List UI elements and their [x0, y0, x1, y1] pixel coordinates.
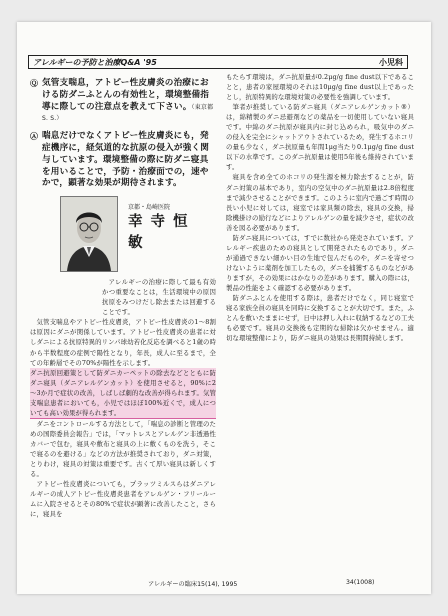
page-number: 34(1008)	[346, 579, 375, 586]
article-title: アレルギーの予防と治療Q&A '95	[33, 57, 157, 67]
answer-text: 喘息だけでなくアトピー性皮膚炎にも，発症機序に，経気道的な抗原の侵入が強く関与しています。環境整備の際に防ダニ寝具を用いることで，予防・治療面での，速やかで，顕著な効果が期待されます。	[42, 131, 210, 189]
right-column	[226, 72, 414, 343]
body-paragraph: 気管支喘息やアトピー性皮膚炎，アトピー性皮膚炎の1～8割は原因にダニが関係しています。アトピー性皮膚炎の患者に対しダニによる抗原特異的リンパ球幼若化反応を調べると1歳の時から半数程度の症例で陽性となり，年長，成人に至るまで，全ての年齢層でその70%が陽性を示します。	[30, 318, 216, 367]
body-paragraph: アトピー性皮膚炎についても，プラッツミルスらはダニアレルギーの成人アトピー性皮膚炎患者をアレルゲン・フリールームに入院させるとその80%で症状が顕著に改善したこと，さらに，寝具を	[30, 480, 216, 519]
intro-paragraph: アレルギーの治療に際して最も有効かつ重要なことは，生活環境中の原因抗原をみつけだし除去または回避することです。	[102, 278, 216, 317]
article-header	[28, 55, 408, 69]
body-paragraph: 防ダニふとんを使用する際は，患者だけでなく，同じ寝室で寝る家族全員の寝具を同時に交換することが大切です。また，ふとんを敷いたままにせず，日中は押し入れに収納するなどの工夫も必要です。寝具の交換後も定期的な掃除は欠かせません。適切な環境整備により，防ダニ寝具の効果は長期間持続します。	[226, 294, 414, 343]
section-label: 小児科	[379, 57, 403, 67]
author-block	[30, 196, 216, 274]
body-paragraph: もたらす環境は，ダニ抗原量が0.2μg/g fine dust以下であることと，患者の家屋環境のそれは10μg/g fine dust以上であったとし，抗原特異的な環境対策の必要性を強調しています。	[226, 73, 414, 102]
author-name: 幸寺恒敏	[128, 213, 196, 252]
body-paragraph: 寝具を含め全てのホコリの発生源を極力除去することが，防ダニ対策の基本であり，室内の空気中のダニ抗原量は2.8倍程度まで減少させることができます。このように室内で過ごす時間の長い小児に対しては，寝室では家具類の除去，寝具の交換，掃除機掛けの励行などによりアレルゲンの量を減少させ，症状の改善を図る必要があります。	[226, 173, 414, 232]
journal-citation: アレルギーの臨床15(14), 1995	[148, 581, 238, 588]
question-mark-icon: Ⓠ	[30, 79, 38, 88]
highlighted-passage: ダニ抗原回避策として防ダニカーペットの除去などとともに防ダニ寝具（ダニアレルゲンカット）を使用させると，90%に2～3か月で症状の改善，しばしば劇的な改善が得られます。気管支喘息患者においても，小児ではほぼ100%近くで，成人についても高い効果が得られます。	[30, 368, 216, 419]
body-paragraph: 防ダニ寝具については，すでに数社から発売されています。アレルギー疾患のための寝具として開発されたものであり，ダニが通過できない細かい目の生地で包んだものや，ダニを寄せつけないように薬剤を加工したもの，ダニを捕獲するものなどがありますが，その効果にはかなりの差があります。購入の際には，製品の性能をよく確認する必要があります。	[226, 233, 414, 292]
body-paragraph: ダニをコントロールする方法として，「喘息の診断と管理のための国際委員会報告」では，「マットレスとアレルゲン非透過性カバーで包む，寝具や敷布と寝具の上に敷くものを洗う，そこで寝るのを避ける」などの方法が推奨されており，ダニ対策，とりわけ，寝具の対策は重要です。古くて厚い寝具は新しくする。	[30, 419, 216, 479]
left-column	[30, 78, 220, 519]
question-source: （東京都 S. S.）	[42, 103, 220, 123]
question-text: 気管支喘息，アトピー性皮膚炎の治療における防ダニふとんの有効性と，環境整備指導に際しての注意点を教えて下さい。	[42, 78, 210, 112]
author-portrait-image	[61, 197, 117, 271]
answer-mark-icon: Ⓐ	[30, 132, 38, 142]
question-block	[30, 78, 220, 125]
body-paragraph: 筆者が推奨している防ダニ寝具（ダニアレルゲンカット®）は，綿精製のダニ忌避剤などの薬品を一切使用していない寝具です。中綿のダニ抗原が寝具内に封じ込められ，吸気中のダニの侵入を完全にシャットアウトされているため，発生するホコリの量も少なく，ダニ抗原量も年間1μg当たり0.1μg/g fine dust以下の水準です。このダニ抗原量は使用5年後も維持されています。	[226, 103, 414, 172]
answer-block	[30, 131, 216, 190]
author-photo	[60, 196, 118, 272]
author-affiliation: 京都・島崎医院	[128, 204, 171, 212]
